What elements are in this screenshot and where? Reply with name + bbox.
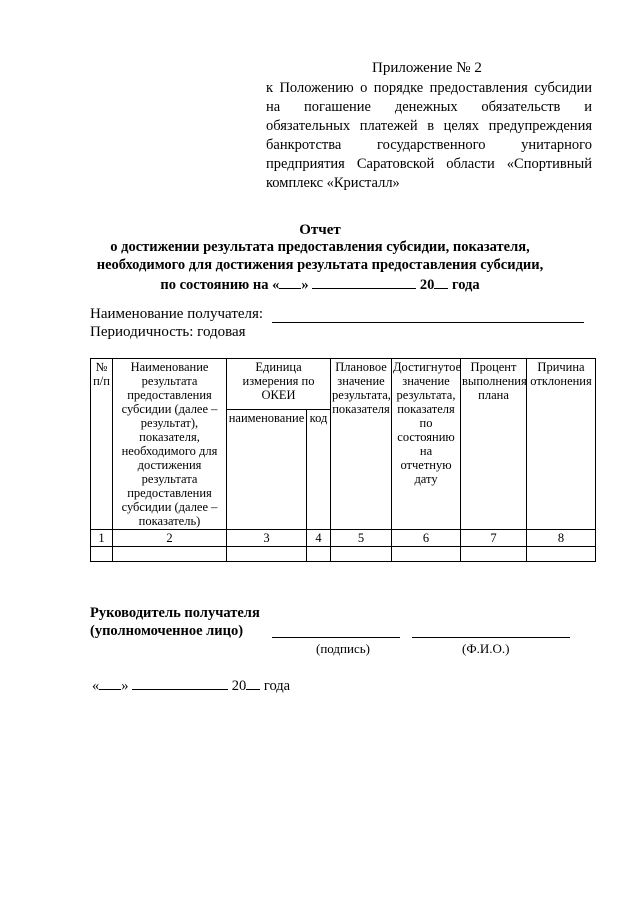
- table-cell[interactable]: [527, 547, 596, 562]
- fio-blank-line: [412, 637, 570, 638]
- table-cell[interactable]: [113, 547, 227, 562]
- report-subtitle: [0, 238, 640, 294]
- fio-caption: (Ф.И.О.): [462, 641, 510, 656]
- date-line: [92, 675, 290, 695]
- column-number: 6: [392, 530, 461, 547]
- column-number: 8: [527, 530, 596, 547]
- appendix-title: Приложение № 2: [372, 60, 482, 76]
- column-number: 7: [461, 530, 527, 547]
- column-number: 3: [227, 530, 307, 547]
- header-result-name: Наименование результата предоставления субсидии (далее – результат), показателя, необходимого для достижения результата предоставления субсидии (далее – показатель): [113, 359, 227, 530]
- date-year-prefix: 20: [231, 678, 247, 694]
- column-number: 5: [331, 530, 392, 547]
- report-date-prefix: по состоянию на «: [160, 277, 280, 293]
- signature-caption: (подпись): [316, 641, 370, 656]
- date-open-quote: «: [92, 678, 100, 694]
- table-row: [91, 547, 596, 562]
- table-cell[interactable]: [91, 547, 113, 562]
- column-number-row: [91, 530, 596, 547]
- header-number: № п/п: [91, 359, 113, 530]
- report-subtitle-line3: [0, 274, 640, 294]
- recipient-blank-line: [272, 322, 584, 323]
- table-cell[interactable]: [307, 547, 331, 562]
- report-subtitle-line1: о достижении результата предоставления субсидии, показателя,: [110, 239, 530, 255]
- appendix-text: к Положению о порядке предоставления субсидии на погашение денежных обязательств и обязательных платежей в целях предупреждения банкротства государственного унитарного предприятия Саратовской области «Спортивный комплекс «Кристалл»: [266, 80, 592, 191]
- date-close-quote: »: [121, 678, 129, 694]
- date-year-blank: [246, 675, 260, 690]
- report-title: Отчет: [299, 222, 341, 238]
- date-month-blank: [132, 675, 228, 690]
- column-number: 4: [307, 530, 331, 547]
- report-table: [90, 358, 596, 562]
- report-date-end: года: [448, 277, 480, 293]
- table-cell[interactable]: [461, 547, 527, 562]
- date-year-suffix: года: [260, 678, 291, 694]
- recipient-label: Наименование получателя:: [90, 306, 264, 322]
- report-year-blank: [434, 274, 448, 289]
- table-cell[interactable]: [392, 547, 461, 562]
- header-unit: Единица измерения по ОКЕИ: [227, 359, 331, 410]
- report-date-suffix: 20: [416, 277, 435, 293]
- header-planned: Плановое значение результата, показателя: [331, 359, 392, 530]
- report-month-blank: [312, 274, 416, 289]
- header-achieved: Достигнутое значение результата, показателя по состоянию на отчетную дату: [392, 359, 461, 530]
- column-number: 1: [91, 530, 113, 547]
- header-reason: Причина отклонения: [527, 359, 596, 530]
- column-number: 2: [113, 530, 227, 547]
- report-date-mid: »: [301, 277, 313, 293]
- report-day-blank: [279, 274, 301, 289]
- header-unit-code: код: [307, 410, 331, 530]
- signature-blank-line: [272, 637, 400, 638]
- head-title-line2: (уполномоченное лицо): [90, 623, 244, 639]
- periodicity-label: Периодичность: годовая: [90, 324, 246, 340]
- date-day-blank: [99, 675, 121, 690]
- report-subtitle-line2: необходимого для достижения результата предоставления субсидии,: [96, 257, 544, 273]
- table-cell[interactable]: [227, 547, 307, 562]
- header-percent: Процент выполнения плана: [461, 359, 527, 530]
- header-unit-name: наименование: [227, 410, 307, 530]
- head-title-line1: Руководитель получателя: [90, 605, 260, 621]
- table-cell[interactable]: [331, 547, 392, 562]
